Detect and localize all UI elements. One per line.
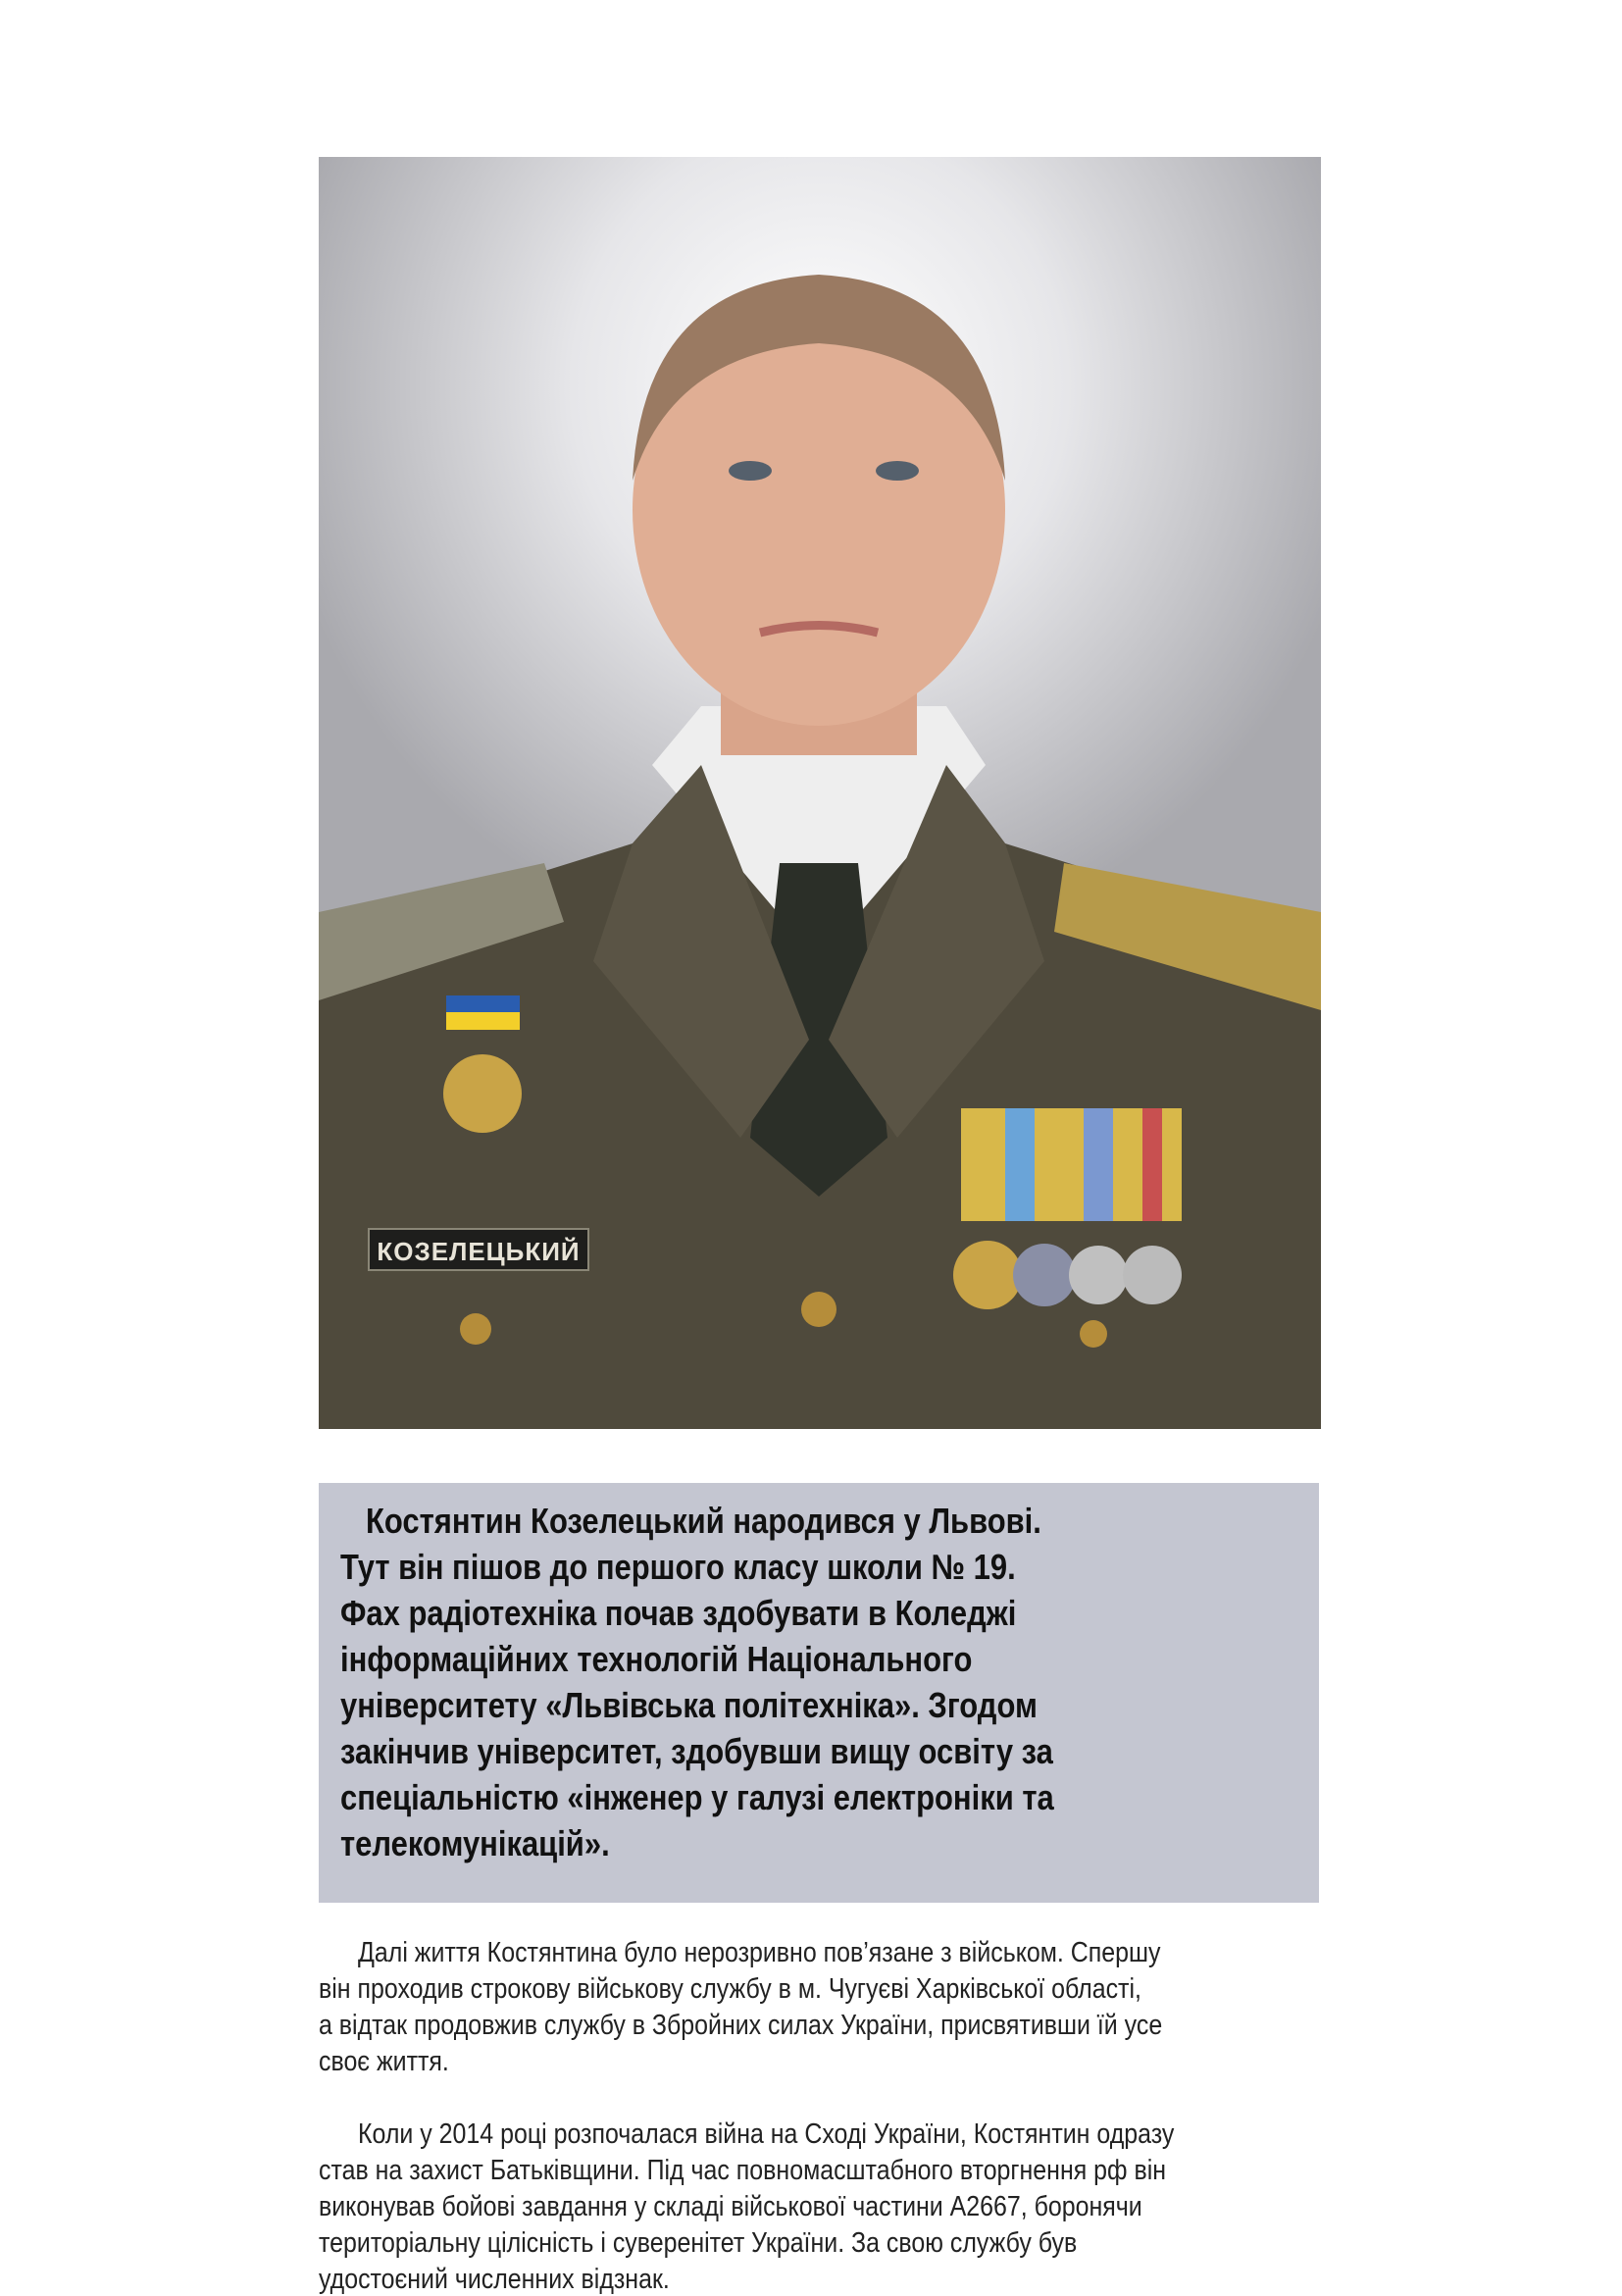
- paragraph-line: а відтак продовжив службу в Збройних силах України, присвятивши їй усе: [319, 2010, 1163, 2041]
- paragraph-line: він проходив строкову військову службу в м. Чугуєві Харківської області,: [319, 1973, 1141, 2005]
- intro-line: Фах радіотехніка почав здобувати в Коледжі: [340, 1593, 1017, 1633]
- paragraph-line: виконував бойові завдання у складі військової частини А2667, боронячи: [319, 2191, 1142, 2222]
- portrait-photo: [319, 157, 1321, 1429]
- intro-line: телекомунікацій».: [340, 1823, 610, 1863]
- intro-line: спеціальністю «інженер у галузі електроніки та: [340, 1777, 1054, 1817]
- paragraph-line: територіальну цілісність і суверенітет України. За свою службу був: [319, 2227, 1078, 2259]
- paragraph-line: своє життя.: [319, 2046, 449, 2077]
- paragraph-line: удостоєний численних відзнак.: [319, 2264, 670, 2295]
- paragraph-line: став на захист Батьківщини. Під час повномасштабного вторгнення рф він: [319, 2155, 1167, 2186]
- paragraph-line: Коли у 2014 році розпочалася війна на Сході України, Костянтин одразу: [358, 2118, 1175, 2150]
- intro-line: Тут він пішов до першого класу школи № 19.: [340, 1547, 1016, 1587]
- paragraph-line: Далі життя Костянтина було нерозривно пов’язане з військом. Спершу: [358, 1937, 1161, 1968]
- intro-line: інформаційних технологій Національного: [340, 1639, 973, 1679]
- intro-highlight-box: [319, 1483, 1319, 1903]
- intro-line: закінчив університет, здобувши вищу освіту за: [340, 1731, 1053, 1771]
- intro-line: університету «Львівська політехніка». Згодом: [340, 1685, 1038, 1725]
- intro-line: Костянтин Козелецький народився у Львові.: [366, 1501, 1041, 1541]
- nameplate: КОЗЕЛЕЦЬКИЙ: [368, 1228, 589, 1271]
